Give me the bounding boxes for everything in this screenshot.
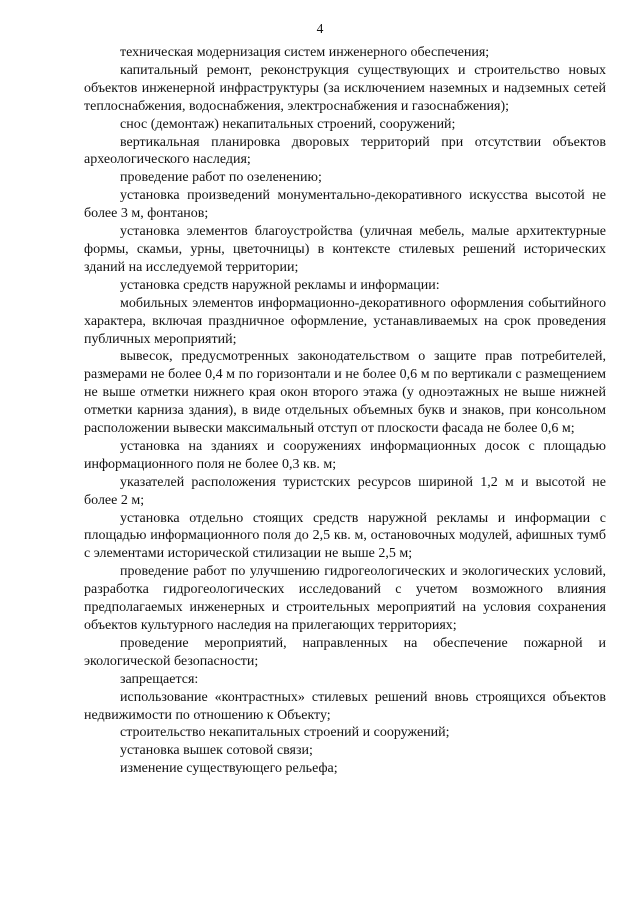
paragraph: техническая модернизация систем инженерного обеспечения;: [120, 45, 490, 60]
paragraph: капитальный ремонт, реконструкция существующих и строительство новых объектов инженерной инфраструктуры (за исключением наземных и надземных сетей теплоснабжения, водоснабжения, электроснабжения и газоснабжения);: [84, 62, 606, 114]
paragraph: проведение работ по улучшению гидрогеологических и экологических условий, разработка гидрогеологических исследований с учетом возможного влияния предполагаемых инженерных и строительных мероприятий на условия сохранения объектов культурного наследия на прилегающих территориях;: [84, 564, 606, 633]
paragraph: установка произведений монументально-декоративного искусства высотой не более 3 м, фонтанов;: [84, 188, 606, 222]
paragraph: вывесок, предусмотренных законодательством о защите прав потребителей, размерами не более 0,4 м по горизонтали и не более 0,6 м по вертикали с размещением не выше отметки нижнего края окон второго этажа (у одноэтажных не выше нижней отметки карниза здания), в виде отдельных объемных букв и знаков, при консольном расположении вывески максимальный отступ от плоскости фасада не более 0,6 м;: [84, 349, 606, 437]
paragraph: проведение мероприятий, направленных на обеспечение пожарной и экологической безопасности;: [84, 635, 606, 669]
paragraph: указателей расположения туристских ресурсов шириной 1,2 м и высотой не более 2 м;: [84, 474, 606, 508]
paragraph: запрещается:: [120, 671, 199, 687]
paragraph: изменение существующего рельефа;: [120, 761, 338, 777]
paragraph: установка на зданиях и сооружениях информационных досок с площадью информационного поля не более 0,3 кв. м;: [84, 438, 606, 472]
paragraph: вертикальная планировка дворовых территорий при отсутствии объектов археологического наследия;: [84, 134, 606, 168]
paragraph: использование «контрастных» стилевых решений вновь строящихся объектов недвижимости по отношению к Объекту;: [84, 689, 606, 723]
paragraph: снос (демонтаж) некапитальных строений, сооружений;: [120, 116, 456, 132]
paragraph: строительство некапитальных строений и сооружений;: [120, 725, 450, 741]
paragraph: установка элементов благоустройства (уличная мебель, малые архитектурные формы, скамьи, урны, цветочницы) в контексте стилевых решений исторических зданий на исследуемой территории;: [84, 224, 606, 275]
paragraph: мобильных элементов информационно-декоративного оформления событийного характера, включая праздничное оформление, устанавливаемых на срок проведения публичных мероприятий;: [84, 295, 606, 347]
page-number: 4: [316, 21, 324, 36]
paragraph: проведение работ по озеленению;: [120, 170, 322, 186]
paragraph: установка отдельно стоящих средств наружной рекламы и информации с площадью информационного поля до 2,5 кв. м, остановочных модулей, афишных тумб с элементами исторической стилизации не выше 2,5 м;: [84, 510, 606, 562]
paragraph: установка вышек сотовой связи;: [120, 743, 313, 759]
paragraph: установка средств наружной рекламы и информации:: [120, 277, 440, 293]
document-body: [84, 44, 606, 778]
